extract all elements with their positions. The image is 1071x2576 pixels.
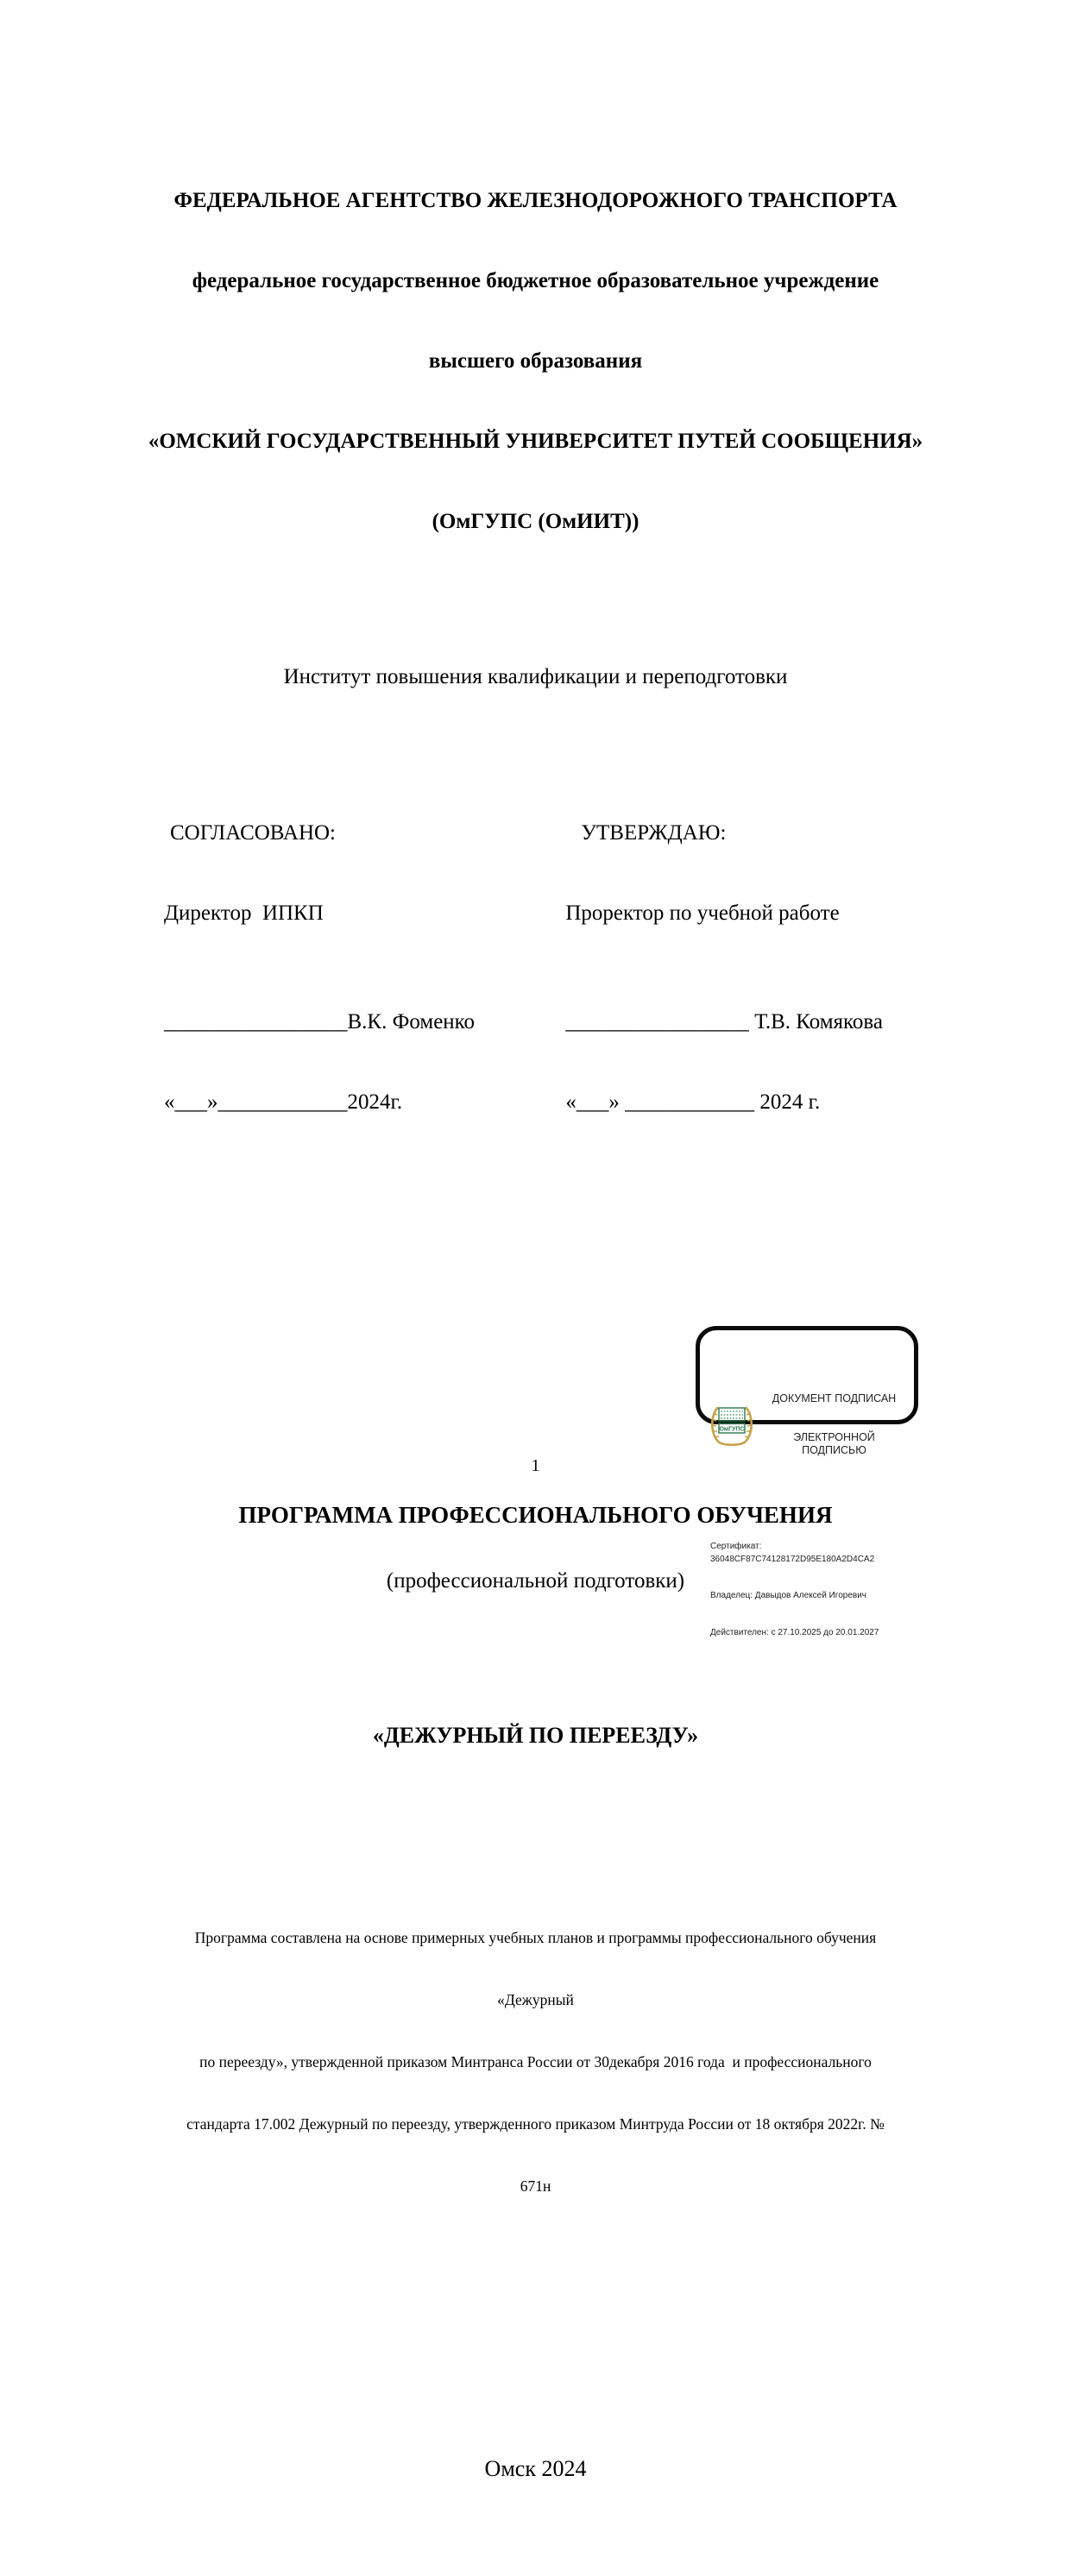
header-abbr: (ОмГУПС (ОмИИТ)): [432, 510, 639, 533]
agreed-label: СОГЛАСОВАНО:: [170, 821, 337, 845]
basis-line: по переезду», утвержденной приказом Минтранса России от 30декабря 2016 года и профессионального: [199, 2053, 872, 2070]
agreed-signature-line: _________________В.К. Фоменко: [164, 1010, 476, 1034]
approved-column: [565, 766, 883, 1169]
document-header: [0, 47, 1071, 588]
stamp-validity: Действителен: с 27.10.2025 до 20.01.2027: [710, 1627, 879, 1637]
stamp-owner: Владелец: Давыдов Алексей Игоревич: [710, 1591, 867, 1601]
basis-paragraph: [0, 1886, 1071, 2238]
city-year-line: Омск 2024: [484, 2456, 587, 2481]
agreed-position: Директор ИПКП: [164, 902, 324, 925]
profession-title: «ДЕЖУРНЫЙ ПО ПЕРЕЕЗДУ»: [372, 1723, 699, 1748]
stamp-logo-label: ОмГУПС: [719, 1426, 745, 1432]
approved-position: Проректор по учебной работе: [565, 902, 840, 925]
header-university: «ОМСКИЙ ГОСУДАРСТВЕННЫЙ УНИВЕРСИТЕТ ПУТЕЙ СООБЩЕНИЯ»: [148, 430, 923, 453]
basis-line: Программа составлена на основе примерных учебных планов и программы профессионального обучения: [194, 1929, 877, 1946]
institute-line: Институт повышения квалификации и переподготовки: [283, 665, 788, 688]
basis-line: «Дежурный: [497, 1991, 574, 2008]
stamp-heading-line2: ЭЛЕКТРОННОЙ ПОДПИСЬЮ: [793, 1431, 879, 1456]
agreed-date-line: «___»____________2024г.: [164, 1090, 403, 1114]
agreed-column: [164, 766, 475, 1169]
electronic-signature-stamp: [696, 1326, 918, 1637]
approval-block: [0, 766, 1071, 1169]
program-title: ПРОГРАММА ПРОФЕССИОНАЛЬНОГО ОБУЧЕНИЯ: [238, 1502, 833, 1528]
basis-line: стандарта 17.002 Дежурный по переезду, утвержденного приказом Минтруда России от 18 октября 2022г. №: [186, 2115, 885, 2133]
basis-line: 671н: [520, 2177, 551, 2195]
omgups-logo-icon: [708, 1403, 756, 1448]
stamp-details: [700, 1514, 914, 1663]
header-agency: ФЕДЕРАЛЬНОЕ АГЕНТСТВО ЖЕЛЕЗНОДОРОЖНОГО ТРАНСПОРТА: [173, 189, 898, 212]
stamp-certificate: Сертификат: 36048CF87C74128172D95E180A2D4CA2: [710, 1542, 875, 1564]
approved-label: УТВЕРЖДАЮ:: [581, 821, 727, 845]
page-number: 1: [531, 1456, 540, 1475]
approved-date-line: «___» ____________ 2024 г.: [565, 1090, 821, 1114]
approved-signature-line: _________________ Т.В. Комякова: [565, 1010, 883, 1034]
header-org-line2: высшего образования: [428, 349, 643, 373]
stamp-heading-line1: ДОКУМЕНТ ПОДПИСАН: [772, 1392, 897, 1404]
program-subtitle: (профессиональной подготовки): [386, 1569, 685, 1593]
header-org-line1: федеральное государственное бюджетное образовательное учреждение: [192, 269, 879, 292]
